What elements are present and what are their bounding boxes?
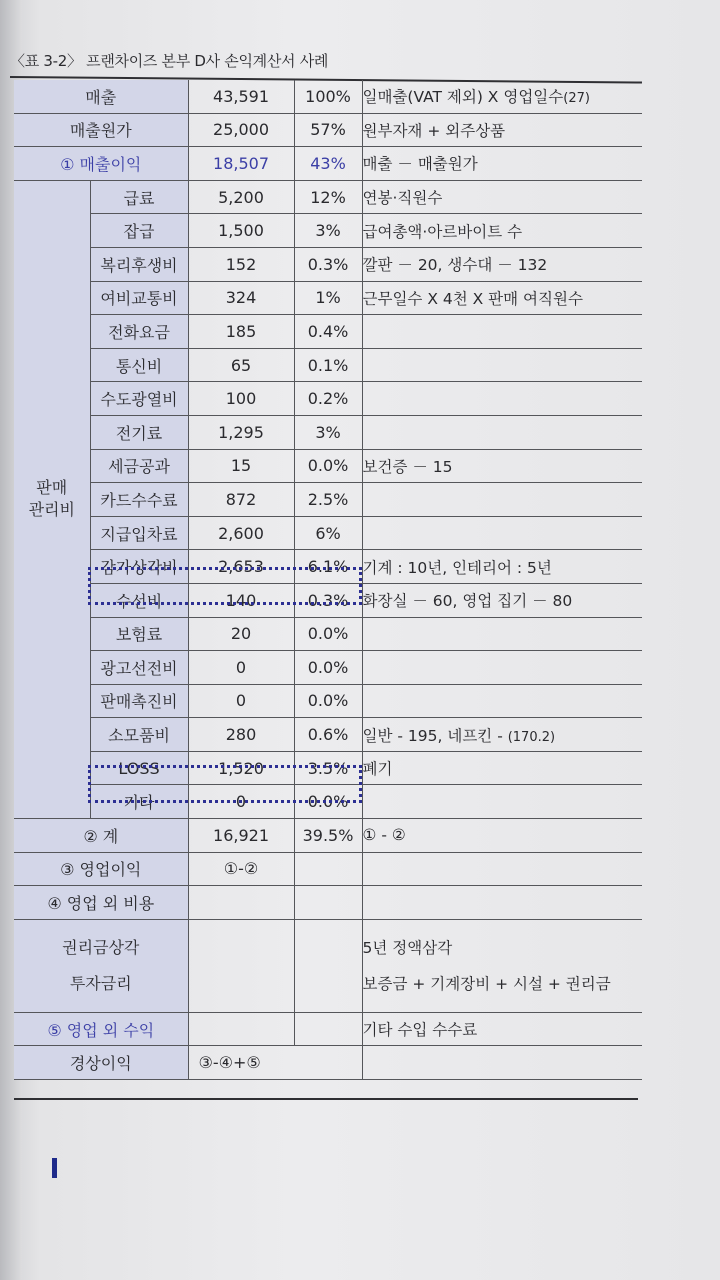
amount-cell: 324 [188, 281, 294, 315]
percent-cell: 57% [294, 113, 362, 147]
note-cell [362, 382, 642, 416]
percent-cell: 0.4% [294, 315, 362, 349]
amount-cell [188, 919, 294, 1012]
sga-item-label: 기타 [90, 785, 188, 819]
sga-row [14, 415, 642, 449]
note-small-text: (27) [563, 91, 590, 107]
sga-item-label: 카드수수료 [90, 483, 188, 517]
note-cell [362, 180, 642, 214]
sga-row [14, 315, 642, 349]
row-ordinary-income [14, 1046, 642, 1080]
item-amortization: 권리금상각 [62, 937, 140, 957]
amount-cell: 1,520 [188, 751, 294, 785]
sga-item-label: 판매촉진비 [90, 684, 188, 718]
note-cell [362, 1046, 642, 1080]
row-label [14, 919, 188, 1012]
note-cell [362, 852, 642, 886]
percent-cell: 0.0% [294, 651, 362, 685]
sga-row [14, 651, 642, 685]
row-label: ⑤ 영업 외 수익 [14, 1012, 188, 1046]
amount-cell: 25,000 [188, 113, 294, 147]
note-text: 일반 - 195, 네프킨 - [362, 726, 508, 745]
note-amortization: 5년 정액삼각 [362, 938, 453, 957]
note-text: 폐기 [362, 760, 393, 779]
row-label: ② 계 [14, 819, 188, 853]
note-cell [362, 315, 642, 349]
amount-cell: 2,600 [188, 516, 294, 550]
amount-cell: 5,200 [188, 180, 294, 214]
amount-cell: 43,591 [188, 80, 294, 113]
note-text: 기계 : 10년, 인테리어 : 5년 [362, 558, 552, 577]
row-gross-profit [14, 147, 642, 181]
sga-row [14, 214, 642, 248]
row-label: 매출원가 [14, 113, 188, 147]
percent-cell: 3% [294, 415, 362, 449]
amount-cell: 16,921 [188, 819, 294, 853]
percent-cell: 0.6% [294, 718, 362, 752]
amount-cell: 152 [188, 247, 294, 281]
amount-cell: 1,500 [188, 214, 294, 248]
sga-item-label: 광고선전비 [90, 651, 188, 685]
note-cell [362, 449, 642, 483]
note-cell [362, 886, 642, 920]
amount-cell: ①-② [188, 852, 294, 886]
percent-cell: 3% [294, 214, 362, 248]
table-caption: 〈표 3-2〉 프랜차이즈 본부 D사 손익계산서 사례 [10, 52, 329, 70]
amount-cell: 0 [188, 651, 294, 685]
row-non-operating-expense [14, 886, 642, 920]
row-label: ③ 영업이익 [14, 852, 188, 886]
percent-cell: 0.3% [294, 583, 362, 617]
amount-cell: ③-④+⑤ [188, 1046, 362, 1080]
amount-cell: 0 [188, 684, 294, 718]
note-cell [362, 281, 642, 315]
note-cell [362, 348, 642, 382]
sga-item-label: 전화요금 [90, 315, 188, 349]
row-total [14, 819, 642, 853]
percent-cell: 0.0% [294, 684, 362, 718]
sga-item-label: 감가상각비 [90, 550, 188, 584]
sga-category-line: 판매 [36, 478, 68, 498]
percent-cell [294, 1012, 362, 1046]
amount-cell: 872 [188, 483, 294, 517]
sga-row [14, 348, 642, 382]
sga-row [14, 483, 642, 517]
note-cell [362, 214, 642, 248]
sga-item-label: 수선비 [90, 583, 188, 617]
note-cell [362, 247, 642, 281]
percent-cell [294, 919, 362, 1012]
note-cell: 원부자재 + 외주상품 [362, 113, 642, 147]
percent-cell: 39.5% [294, 819, 362, 853]
note-text: 급여총액·아르바이트 수 [362, 222, 523, 241]
sga-item-label: 복리후생비 [90, 247, 188, 281]
note-text: 화장실 － 60, 영업 집기 － 80 [362, 592, 573, 611]
sga-row [14, 449, 642, 483]
row-label: ④ 영업 외 비용 [14, 886, 188, 920]
sga-item-label: 잡급 [90, 214, 188, 248]
note-cell: 기타 수입 수수료 [362, 1012, 642, 1046]
percent-cell: 6.1% [294, 550, 362, 584]
row-non-operating-items [14, 919, 642, 1012]
row-operating-income [14, 852, 642, 886]
note-text: 깔판 － 20, 생수대 － 132 [362, 256, 548, 275]
highlight-depreciation [88, 567, 362, 605]
note-text: 일매출(VAT 제외) X 영업일수 [362, 88, 564, 107]
note-cell [362, 516, 642, 550]
sga-item-label: 전기료 [90, 415, 188, 449]
percent-cell: 12% [294, 180, 362, 214]
amount-cell: 185 [188, 315, 294, 349]
amount-cell: 100 [188, 382, 294, 416]
percent-cell: 0.3% [294, 247, 362, 281]
note-cell [362, 751, 642, 785]
sga-row [14, 180, 642, 214]
note-cell [362, 785, 642, 819]
note-cell: 매출 － 매출원가 [362, 147, 642, 181]
note-text: 근무일수 X 4천 X 판매 여직원수 [362, 289, 583, 308]
note-cell [362, 617, 642, 651]
percent-cell: 0.0% [294, 617, 362, 651]
sga-row [14, 718, 642, 752]
note-cell [362, 483, 642, 517]
sga-item-label: 보험료 [90, 617, 188, 651]
table-bottom-rule [14, 1098, 638, 1100]
percent-cell: 0.2% [294, 382, 362, 416]
sga-item-label: LOSS [90, 751, 188, 785]
note-interest: 보증금 + 기계장비 + 시설 + 권리금 [362, 974, 611, 993]
note-cell [362, 550, 642, 584]
sga-row [14, 617, 642, 651]
item-interest: 투자금리 [69, 973, 132, 993]
row-non-operating-income [14, 1012, 642, 1046]
percent-cell: 0.0% [294, 449, 362, 483]
note-cell [362, 415, 642, 449]
sga-item-label: 소모품비 [90, 718, 188, 752]
amount-cell: 65 [188, 348, 294, 382]
row-cogs [14, 113, 642, 147]
percent-cell: 0.1% [294, 348, 362, 382]
sga-row [14, 281, 642, 315]
percent-cell: 43% [294, 147, 362, 181]
amount-cell [188, 886, 294, 920]
percent-cell [294, 886, 362, 920]
note-cell [362, 80, 642, 113]
percent-cell: 0.0% [294, 785, 362, 819]
note-cell [362, 919, 642, 1012]
note-text: 연봉·직원수 [362, 189, 443, 208]
note-cell [362, 651, 642, 685]
percent-cell: 100% [294, 80, 362, 113]
row-label: 경상이익 [14, 1046, 188, 1080]
sga-row [14, 382, 642, 416]
sga-row [14, 247, 642, 281]
amount-cell: 0 [188, 785, 294, 819]
amount-cell [188, 1012, 294, 1046]
amount-cell: 280 [188, 718, 294, 752]
percent-cell: 1% [294, 281, 362, 315]
sga-item-label: 수도광열비 [90, 382, 188, 416]
sga-row [14, 684, 642, 718]
amount-cell: 2,653 [188, 550, 294, 584]
note-cell [362, 684, 642, 718]
percent-cell: 2.5% [294, 483, 362, 517]
note-cell: ① - ② [362, 819, 642, 853]
note-text: 보건증 － 15 [362, 457, 453, 476]
row-sales [14, 80, 642, 113]
percent-cell [294, 852, 362, 886]
page-edge-mark [52, 1158, 57, 1178]
note-small-text: (170.2) [507, 729, 556, 745]
sga-row [14, 516, 642, 550]
sga-category-line: 관리비 [28, 500, 75, 520]
amount-cell: 15 [188, 449, 294, 483]
sga-item-label: 세금공과 [90, 449, 188, 483]
note-cell [362, 583, 642, 617]
amount-cell: 18,507 [188, 147, 294, 181]
note-cell [362, 718, 642, 752]
sga-category-label [14, 180, 90, 818]
row-label: ① 매출이익 [14, 147, 188, 181]
highlight-loss [88, 765, 362, 803]
amount-cell: 140 [188, 583, 294, 617]
amount-cell: 1,295 [188, 415, 294, 449]
percent-cell: 6% [294, 516, 362, 550]
row-label: 매출 [14, 80, 188, 113]
amount-cell: 20 [188, 617, 294, 651]
sga-item-label: 지급입차료 [90, 516, 188, 550]
percent-cell: 3.5% [294, 751, 362, 785]
sga-item-label: 급료 [90, 180, 188, 214]
sga-item-label: 여비교통비 [90, 281, 188, 315]
sga-item-label: 통신비 [90, 348, 188, 382]
